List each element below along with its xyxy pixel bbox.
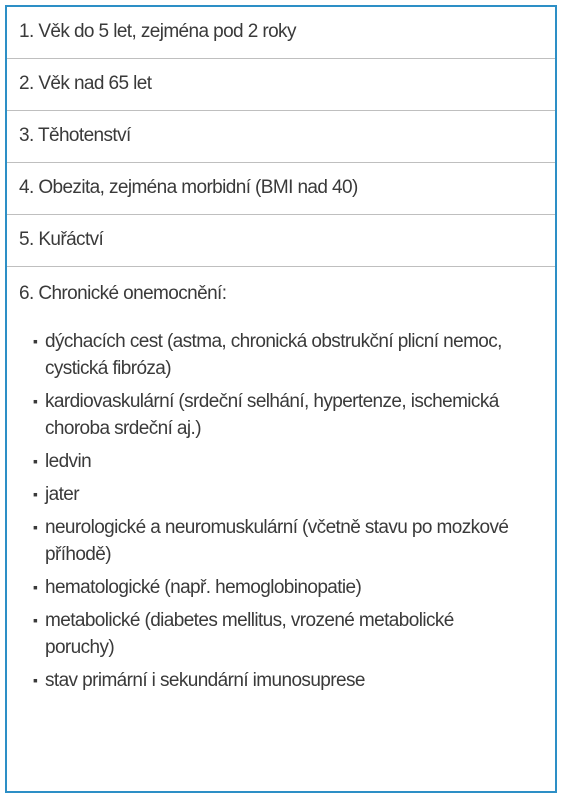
list-item-text: jater <box>45 483 79 505</box>
list-item <box>33 607 515 661</box>
list-item <box>33 448 515 475</box>
list-item-text: hematologické (např. hemoglobinopatie) <box>45 576 362 598</box>
table-row-1: 1. Věk do 5 let, zejména pod 2 roky <box>7 7 555 59</box>
bullet-icon: ▪ <box>33 485 38 502</box>
list-item <box>33 328 515 382</box>
list-item-text: metabolické (diabetes mellitus, vrozené metabolické poruchy) <box>45 609 454 658</box>
list-item-text: kardiovaskulární (srdeční selhání, hypertenze, ischemická choroba srdeční aj.) <box>45 390 499 439</box>
list-item <box>33 481 515 508</box>
list-item <box>33 388 515 442</box>
list-item-text: dýchacích cest (astma, chronická obstrukční plicní nemoc, cystická fibróza) <box>45 330 502 379</box>
list-item-text: ledvin <box>45 450 92 472</box>
table-row-4: 4. Obezita, zejména morbidní (BMI nad 40) <box>7 163 555 215</box>
list-item-text: neurologické a neuromuskulární (včetně stavu po mozkové příhodě) <box>45 516 509 565</box>
chronic-disease-list <box>19 328 555 694</box>
bullet-icon: ▪ <box>33 578 38 595</box>
bullet-icon: ▪ <box>33 518 38 535</box>
risk-factors-table <box>5 5 557 793</box>
list-item-text: stav primární i sekundární imunosuprese <box>45 669 365 691</box>
table-row-5: 5. Kuřáctví <box>7 215 555 267</box>
table-row-3: 3. Těhotenství <box>7 111 555 163</box>
bullet-icon: ▪ <box>33 611 38 628</box>
bullet-icon: ▪ <box>33 332 38 349</box>
chronic-disease-heading: 6. Chronické onemocnění: <box>19 283 227 304</box>
bullet-icon: ▪ <box>33 671 38 688</box>
table-row-6 <box>7 267 555 694</box>
bullet-icon: ▪ <box>33 452 38 469</box>
bullet-icon: ▪ <box>33 392 38 409</box>
list-item <box>33 667 515 694</box>
list-item <box>33 514 515 568</box>
table-row-2: 2. Věk nad 65 let <box>7 59 555 111</box>
list-item <box>33 574 515 601</box>
